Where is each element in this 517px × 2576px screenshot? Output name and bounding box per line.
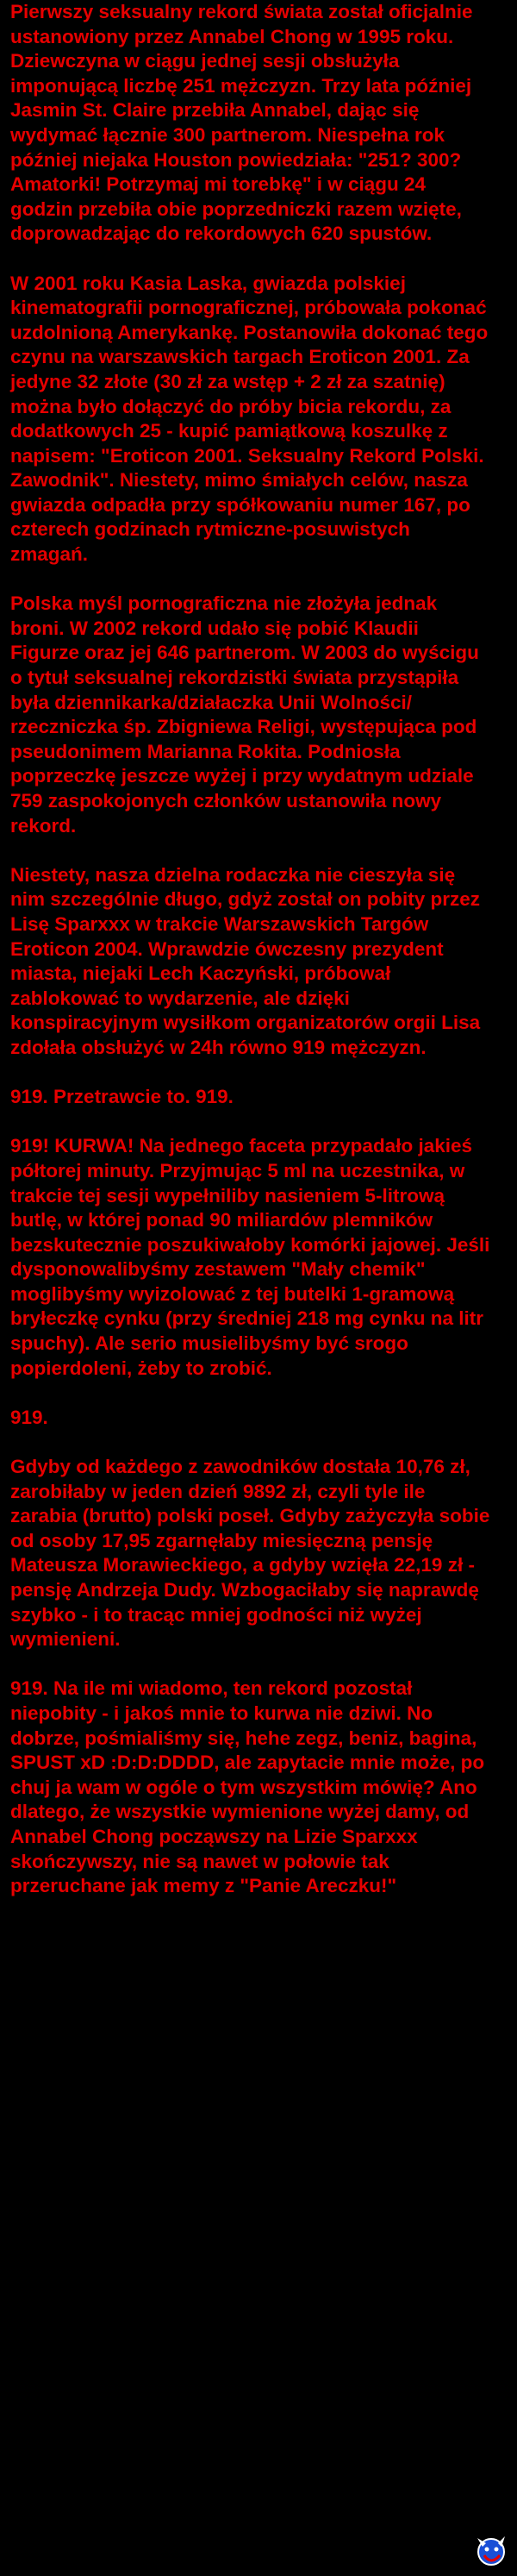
article-body	[10, 0, 493, 1923]
site-logo-icon	[472, 2531, 512, 2571]
paragraph-1: Pierwszy seksualny rekord świata został oficjalnie ustanowiony przez Annabel Chong w 1995 roku. Dziewczyna w ciągu jednej sesji obsłużyła imponującą liczbę 251 mężczyzn. Trzy lata później Jasmin St. Claire przebiła Annabel, dając się wydymać łącznie 300 partnerom. Niespełna rok później niejaka Houston powiedziała: "251? 300? Amatorki! Potrzymaj mi torebkę" i w ciągu 24 godzin przebiła obie poprzedniczki razem wzięte, doprowadzając do rekordowych 620 spustów.	[10, 1, 473, 245]
site-logo-icon	[472, 2531, 512, 2571]
paragraph-5: 919. Przetrawcie to. 919.	[10, 1086, 234, 1108]
paragraph-9: 919. Na ile mi wiadomo, ten rekord pozostał niepobity - i jakoś mnie to kurwa nie dziwi. No dobrze, pośmialiśmy się, hehe zegz, beniz, bagina, SPUST xD :D:D:DDDD, ale zapytacie mnie może, po chuj ja wam w ogóle o tym wszystkim mówię? Ano dlatego, że wszystkie wymienione wyżej damy, od Annabel Chong począwszy na Lizie Sparxxx skończywszy, nie są nawet w połowie tak przeruchane jak memy z "Panie Areczku!"	[10, 1677, 485, 1897]
paragraph-6: 919! KURWA! Na jednego faceta przypadało jakieś półtorej minuty. Przyjmując 5 ml na uczestnika, w trakcie tej sesji wypełniliby nasieniem 5-litrową butlę, w której ponad 90 miliardów plemników bezskutecznie poszukiwałoby komórki jajowej. Jeśli dysponowalibyśmy zestawem "Mały chemik" moglibyśmy wyizolować z tej butelki 1-gramową bryłeczkę cynku (przy średniej 218 mg cynku na litr spuchy). Ale serio musielibyśmy być srogo popierdoleni, żeby to zrobić.	[10, 1135, 490, 1379]
paragraph-4: Niestety, nasza dzielna rodaczka nie cieszyła się nim szczególnie długo, gdyż został on pobity przez Lisę Sparxxx w trakcie Warszawskich Targów Eroticon 2004. Wprawdzie ówczesny prezydent miasta, niejaki Lech Kaczyński, próbował zablokować to wydarzenie, ale dzięki konspiracyjnym wysiłkom organizatorów orgii Lisa zdołała obsłużyć w 24h równo 919 mężczyzn.	[10, 863, 481, 1058]
paragraph-3: Polska myśl pornograficzna nie złożyła jednak broni. W 2002 rekord udało się pobić Klaudii Figurze oraz jej 646 partnerom. W 2003 do wyścigu o tytuł seksualnej rekordzistki świata przystąpiła była dziennikarka/działaczka Unii Wolności/ rzeczniczka śp. Zbigniewa Religi, występująca pod pseudonimem Marianna Rokita. Podniosła poprzeczkę jeszcze wyżej i przy wydatnym udziale 759 zaspokojonych członków ustanowiła nowy rekord.	[10, 592, 479, 837]
paragraph-8: Gdyby od każdego z zawodników dostała 10,76 zł, zarobiłaby w jeden dzień 9892 zł, czyli tyle ile zarabia (brutto) polski poseł. Gdyby zażyczyła sobie od osoby 17,95 zgarnęłaby miesięczną pensję Mateusza Morawieckiego, a gdyby wzięła 22,19 zł - pensję Andrzeja Dudy. Wzbogaciłaby się naprawdę szybko - i to tracąc mniej godności niż wyżej wymienieni.	[10, 1456, 490, 1651]
paragraph-7: 919.	[10, 1406, 48, 1428]
paragraph-2: W 2001 roku Kasia Laska, gwiazda polskiej kinematografii pornograficznej, próbowała pokonać uzdolnioną Amerykankę. Postanowiła dokonać tego czynu na warszawskich targach Eroticon 2001. Za jedyne 32 złote (30 zł za wstęp + 2 zł za szatnię) można było dołączyć do próby bicia rekordu, za dodatkowych 25 - kupić pamiątkową koszulkę z napisem: "Eroticon 2001. Seksualny Rekord Polski. Zawodnik". Niestety, mimo śmiałych celów, nasza gwiazda odpadła przy spółkowaniu numer 167, po czterech godzinach rytmiczne-posuwistych zmagań.	[10, 272, 489, 566]
